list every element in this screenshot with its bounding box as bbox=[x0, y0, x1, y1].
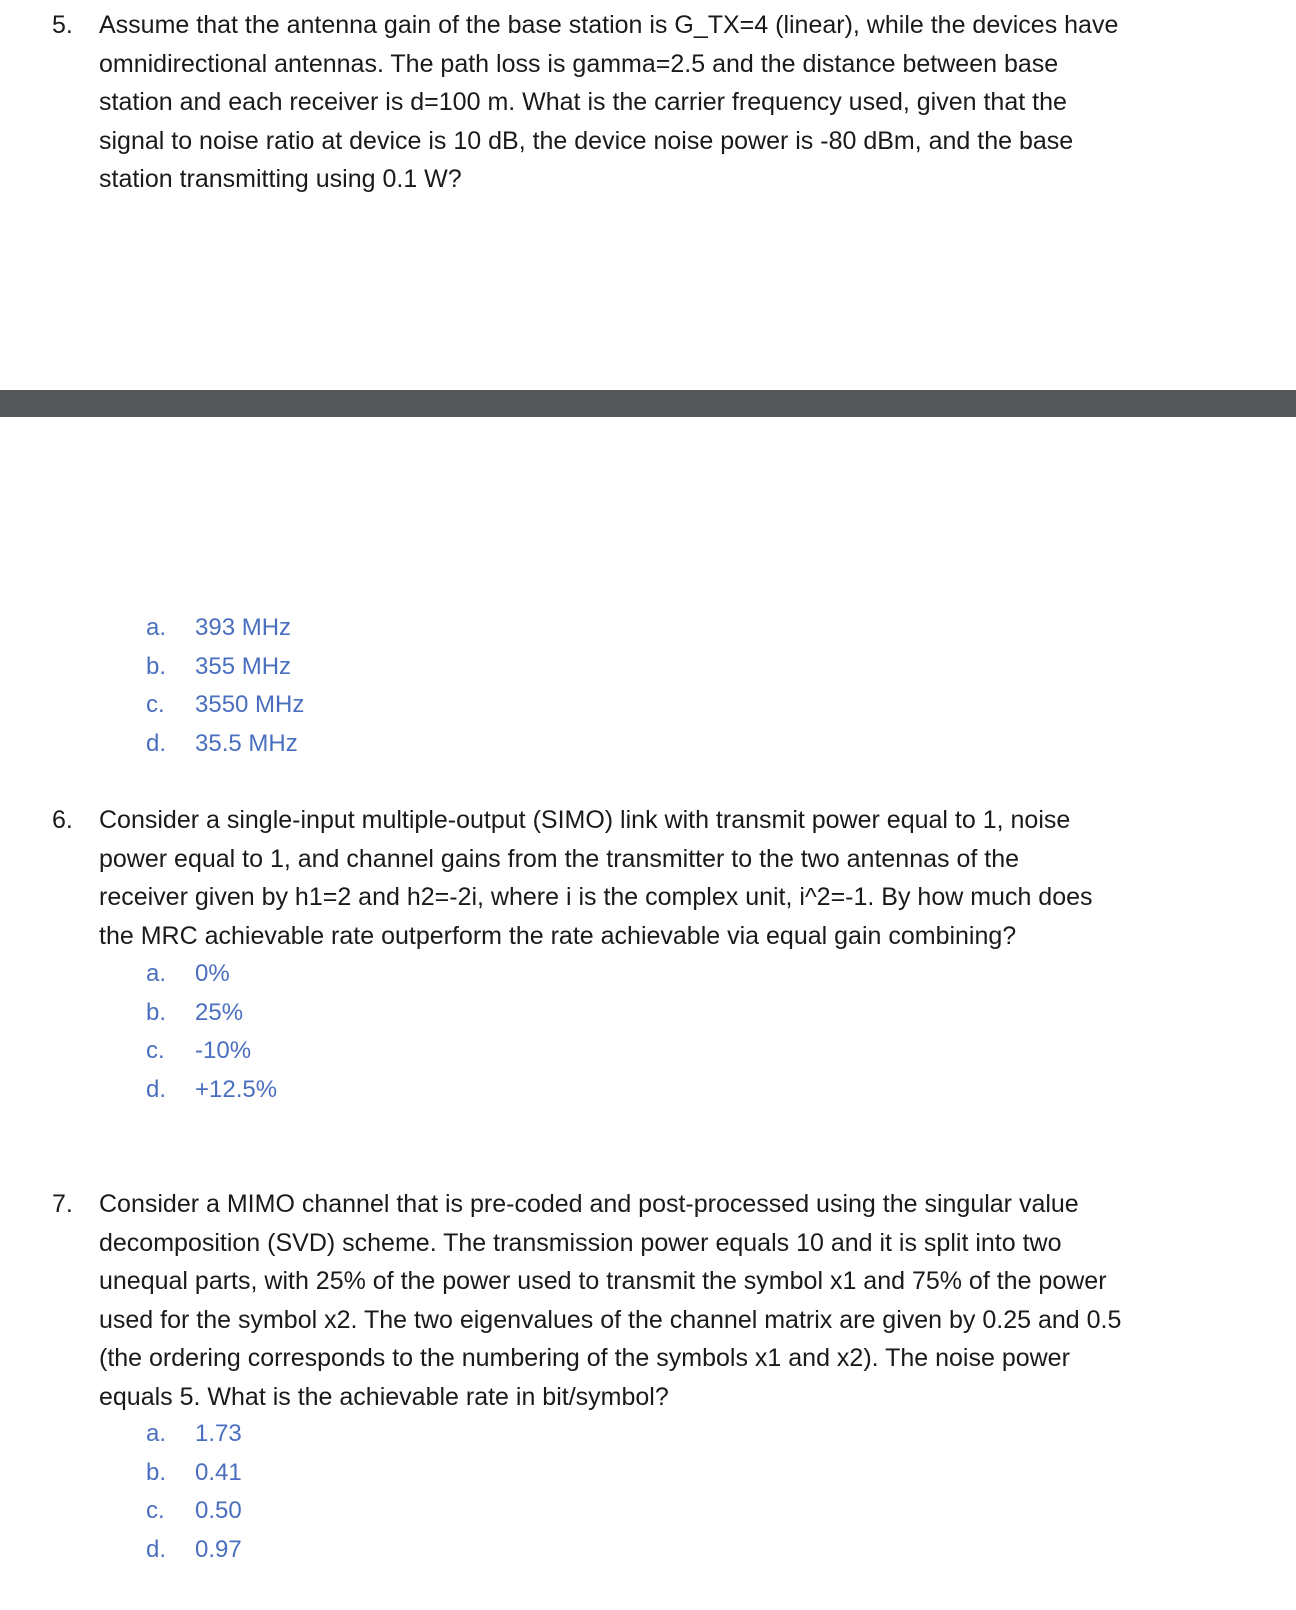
question-line: receiver given by h1=2 and h2=-2i, where i is the complex unit, i^2=-1. By how much does bbox=[99, 883, 1093, 911]
option-letter: a. bbox=[146, 1420, 167, 1447]
option-value: 393 MHz bbox=[195, 614, 292, 641]
question-line: used for the symbol x2. The two eigenvalues of the channel matrix are given by 0.25 and 0.5 bbox=[99, 1305, 1122, 1334]
question-line: Consider a MIMO channel that is pre-coded and post-processed using the singular value bbox=[99, 1190, 1079, 1218]
question-number: 6. bbox=[52, 806, 73, 834]
option-letter: b. bbox=[146, 998, 167, 1026]
options-list-6 bbox=[0, 955, 600, 1109]
option-letter: d. bbox=[146, 1075, 167, 1103]
option-letter: c. bbox=[146, 1037, 165, 1064]
option-value: 0% bbox=[195, 960, 230, 987]
option-6b bbox=[0, 994, 600, 1033]
option-value: 0.97 bbox=[195, 1535, 242, 1563]
option-value: 355 MHz bbox=[195, 652, 292, 680]
question-line: omnidirectional antennas. The path loss is gamma=2.5 and the distance between base bbox=[99, 49, 1059, 78]
option-value: +12.5% bbox=[195, 1075, 278, 1103]
question-text bbox=[99, 801, 1219, 955]
option-7d bbox=[0, 1531, 600, 1570]
options-list-7 bbox=[0, 1415, 600, 1569]
option-letter: b. bbox=[146, 1458, 167, 1486]
question-text bbox=[99, 1185, 1219, 1416]
option-value: 3550 MHz bbox=[195, 691, 305, 718]
question-line: signal to noise ratio at device is 10 dB, the device noise power is -80 dBm, and the base bbox=[99, 126, 1074, 155]
option-5c bbox=[0, 686, 600, 725]
option-value: 1.73 bbox=[195, 1420, 242, 1447]
option-letter: d. bbox=[146, 1535, 167, 1563]
option-6c bbox=[0, 1032, 600, 1071]
question-text bbox=[99, 6, 1219, 199]
question-line: Consider a single-input multiple-output (SIMO) link with transmit power equal to 1, noise bbox=[99, 806, 1071, 834]
option-value: 35.5 MHz bbox=[195, 729, 298, 757]
divider-bar bbox=[0, 390, 1296, 417]
option-6d bbox=[0, 1071, 600, 1110]
option-value: 0.41 bbox=[195, 1458, 242, 1486]
question-line: equals 5. What is the achievable rate in bit/symbol? bbox=[99, 1382, 669, 1411]
option-value: 25% bbox=[195, 998, 244, 1026]
option-6a bbox=[0, 955, 600, 994]
question-line: unequal parts, with 25% of the power used to transmit the symbol x1 and 75% of the power bbox=[99, 1267, 1107, 1295]
question-line: station transmitting using 0.1 W? bbox=[99, 165, 462, 193]
option-letter: a. bbox=[146, 960, 167, 987]
option-letter: a. bbox=[146, 614, 167, 641]
option-5b bbox=[0, 648, 600, 687]
question-line: the MRC achievable rate outperform the rate achievable via equal gain combining? bbox=[99, 921, 1017, 950]
option-7a bbox=[0, 1415, 600, 1454]
question-line: decomposition (SVD) scheme. The transmission power equals 10 and it is split into two bbox=[99, 1228, 1062, 1257]
option-letter: c. bbox=[146, 1497, 165, 1524]
options-list-5 bbox=[0, 609, 600, 763]
question-line: station and each receiver is d=100 m. What is the carrier frequency used, given that the bbox=[99, 88, 1067, 116]
question-line: (the ordering corresponds to the numbering of the symbols x1 and x2). The noise power bbox=[99, 1344, 1070, 1372]
option-letter: d. bbox=[146, 729, 167, 757]
option-7b bbox=[0, 1454, 600, 1493]
option-letter: c. bbox=[146, 691, 165, 718]
question-line: Assume that the antenna gain of the base station is G_TX=4 (linear), while the devices have bbox=[99, 11, 1119, 39]
option-letter: b. bbox=[146, 652, 167, 680]
option-value: 0.50 bbox=[195, 1497, 242, 1524]
question-number: 7. bbox=[52, 1190, 73, 1218]
option-value: -10% bbox=[195, 1037, 252, 1064]
option-7c bbox=[0, 1492, 600, 1531]
option-5a bbox=[0, 609, 600, 648]
option-5d bbox=[0, 725, 600, 764]
question-number: 5. bbox=[52, 11, 73, 39]
question-line: power equal to 1, and channel gains from the transmitter to the two antennas of the bbox=[99, 844, 1020, 873]
